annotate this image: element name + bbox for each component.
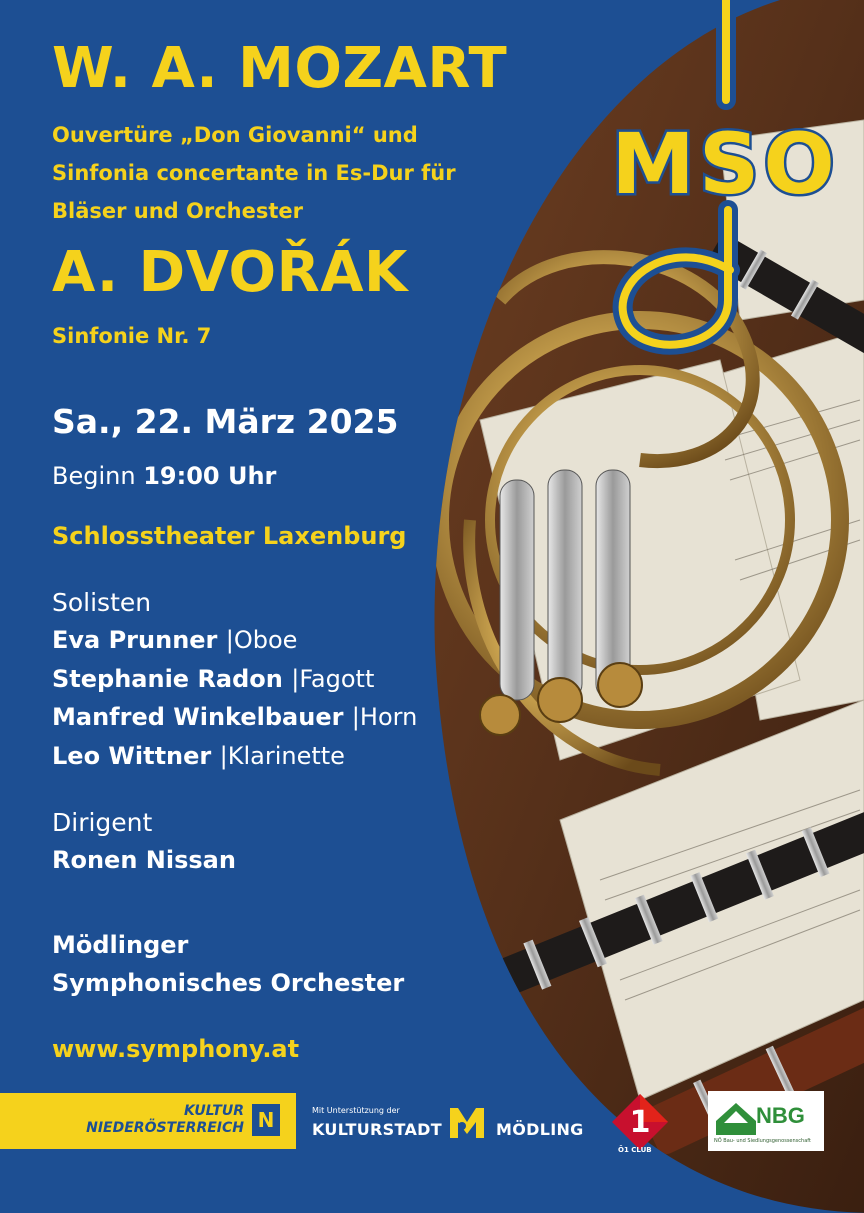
soloist-name: Stephanie Radon bbox=[52, 665, 283, 693]
moedling-text: MÖDLING bbox=[496, 1120, 584, 1139]
separator: | bbox=[225, 626, 234, 654]
mso-logo bbox=[600, 0, 850, 370]
nbg-logo bbox=[708, 1091, 824, 1151]
begin-label: Beginn bbox=[52, 462, 136, 490]
mozart-works bbox=[52, 116, 456, 230]
soloist-row bbox=[52, 742, 345, 770]
conductor-name: Ronen Nissan bbox=[52, 846, 236, 874]
soloist-row bbox=[52, 665, 374, 693]
oe1-number: 1 bbox=[629, 1105, 651, 1140]
soloist-instrument: Klarinette bbox=[227, 742, 345, 770]
kulturstadt-moedling-logo bbox=[312, 1106, 592, 1146]
soloist-instrument: Fagott bbox=[299, 665, 375, 693]
nbg-text: NBG bbox=[756, 1103, 805, 1128]
kultur-noe-line-1: KULTUR bbox=[183, 1103, 244, 1119]
soloist-row bbox=[52, 703, 417, 731]
separator: | bbox=[291, 665, 300, 693]
soloist-name: Manfred Winkelbauer bbox=[52, 703, 344, 731]
website-link[interactable]: www.symphony.at bbox=[52, 1035, 300, 1063]
soloist-instrument: Oboe bbox=[233, 626, 298, 654]
orchestra-line-2: Symphonisches Orchester bbox=[52, 969, 405, 997]
conductor-label: Dirigent bbox=[52, 808, 153, 837]
soloist-name: Leo Wittner bbox=[52, 742, 212, 770]
mozart-work-line-3: Bläser und Orchester bbox=[52, 199, 304, 223]
noe-n-icon: N bbox=[252, 1104, 280, 1136]
event-time bbox=[52, 462, 276, 490]
event-date: Sa., 22. März 2025 bbox=[52, 402, 399, 441]
support-note: Mit Unterstützung der bbox=[312, 1106, 400, 1115]
moedling-m-icon bbox=[448, 1104, 486, 1140]
composer-dvorak: A. DVOŘÁK bbox=[52, 240, 408, 305]
soloist-row bbox=[52, 626, 297, 654]
begin-time: 19:00 Uhr bbox=[143, 462, 277, 490]
soloists-label: Solisten bbox=[52, 588, 152, 617]
mso-letters: MSO bbox=[611, 115, 839, 213]
orchestra-name bbox=[52, 926, 404, 1002]
mozart-work-line-2: Sinfonia concertante in Es-Dur für bbox=[52, 161, 456, 185]
kulturstadt-text: KULTURSTADT bbox=[312, 1120, 442, 1139]
kultur-noe-logo bbox=[0, 1093, 296, 1149]
nbg-subtitle: NÖ Bau- und Siedlungsgenossenschaft bbox=[714, 1138, 811, 1144]
soloist-name: Eva Prunner bbox=[52, 626, 218, 654]
orchestra-line-1: Mödlinger bbox=[52, 931, 189, 959]
oe1-club-text: Ö1 CLUB bbox=[618, 1146, 652, 1154]
kultur-noe-line-2: NIEDERÖSTERREICH bbox=[86, 1120, 244, 1136]
soloist-instrument: Horn bbox=[359, 703, 418, 731]
dvorak-work: Sinfonie Nr. 7 bbox=[52, 324, 212, 348]
separator: | bbox=[351, 703, 360, 731]
house-icon bbox=[714, 1099, 758, 1137]
event-venue: Schlosstheater Laxenburg bbox=[52, 522, 407, 550]
kultur-noe-text bbox=[86, 1103, 244, 1137]
composer-mozart: W. A. MOZART bbox=[52, 36, 508, 101]
separator: | bbox=[219, 742, 228, 770]
mozart-work-line-1: Ouvertüre „Don Giovanni“ und bbox=[52, 123, 418, 147]
